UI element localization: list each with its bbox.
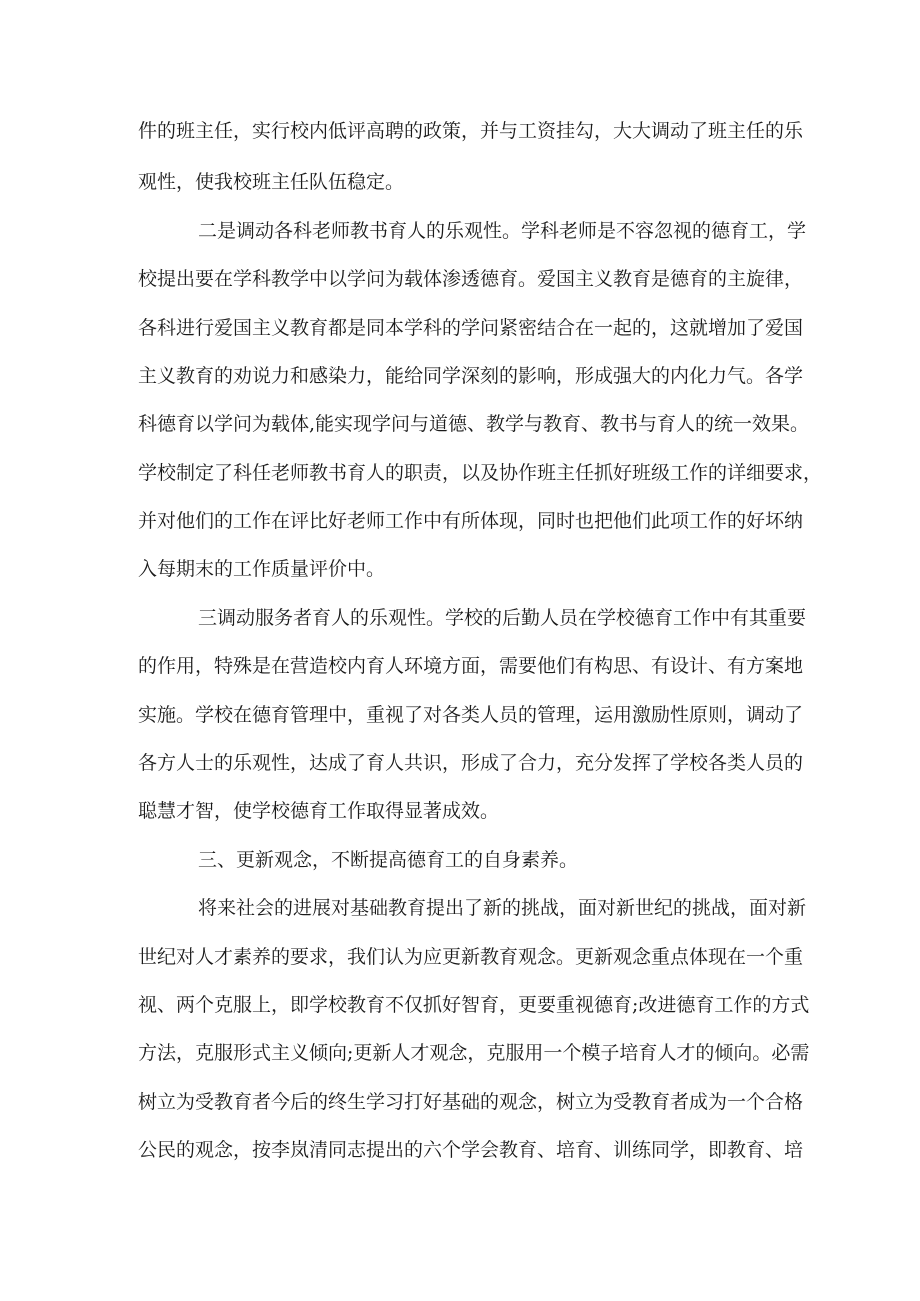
paragraph-start-line: 三调动服务者育人的乐观性。学校的后勤人员在学校德育工作中有其重要: [198, 607, 807, 629]
text-line: 主义教育的劝说力和感染力，能给同学深刻的影响，形成强大的内化力气。各学: [138, 365, 804, 387]
text-line: 的作用，特殊是在营造校内育人环境方面，需要他们有构思、有设计、有方案地: [138, 655, 804, 677]
text-line: 世纪对人才素养的要求，我们认为应更新教育观念。更新观念重点体现在一个重: [138, 946, 804, 968]
text-line: 校提出要在学科教学中以学问为载体渗透德育。爱国主义教育是德育的主旋律，: [138, 268, 804, 290]
paragraph-start-line: 将来社会的进展对基础教育提出了新的挑战，面对新世纪的挑战，面对新: [198, 897, 807, 919]
paragraph-start-line: 二是调动各科老师教书育人的乐观性。学科老师是不容忽视的德育工，学: [198, 220, 807, 242]
text-line: 件的班主任，实行校内低评高聘的政策，并与工资挂勾，大大调动了班主任的乐: [138, 120, 804, 142]
text-line: 聪慧才智，使学校德育工作取得显著成效。: [138, 800, 500, 822]
text-line: 学校制定了科任老师教书育人的职责，以及协作班主任抓好班级工作的详细要求，: [138, 462, 823, 484]
text-line: 各科进行爱国主义教育都是同本学科的学问紧密结合在一起的，这就增加了爱国: [138, 317, 804, 339]
text-line: 并对他们的工作在评比好老师工作中有所体现，同时也把他们此项工作的好坏纳: [138, 510, 804, 532]
text-line: 科德育以学问为载体,能实现学问与道德、教学与教育、教书与育人的统一效果。: [138, 413, 810, 435]
text-line: 方法，克服形式主义倾向;更新人才观念，克服用一个模子培育人才的倾向。必需: [138, 1042, 810, 1064]
text-line: 视、两个克服上，即学校教育不仅抓好智育，更要重视德育;改进德育工作的方式: [138, 994, 810, 1016]
section-heading: 三、更新观念，不断提高德育工的自身素养。: [198, 849, 579, 871]
text-line: 入每期末的工作质量评价中。: [138, 558, 386, 580]
text-line: 公民的观念，按李岚清同志提出的六个学会教育、培育、训练同学，即教育、培: [138, 1139, 804, 1161]
text-line: 各方人士的乐观性，达成了育人共识，形成了合力，充分发挥了学校各类人员的: [138, 752, 804, 774]
text-line: 观性，使我校班主任队伍稳定。: [138, 171, 405, 193]
text-line: 树立为受教育者今后的终生学习打好基础的观念，树立为受教育者成为一个合格: [138, 1091, 804, 1113]
text-line: 实施。学校在德育管理中，重视了对各类人员的管理，运用激励性原则，调动了: [138, 704, 804, 726]
